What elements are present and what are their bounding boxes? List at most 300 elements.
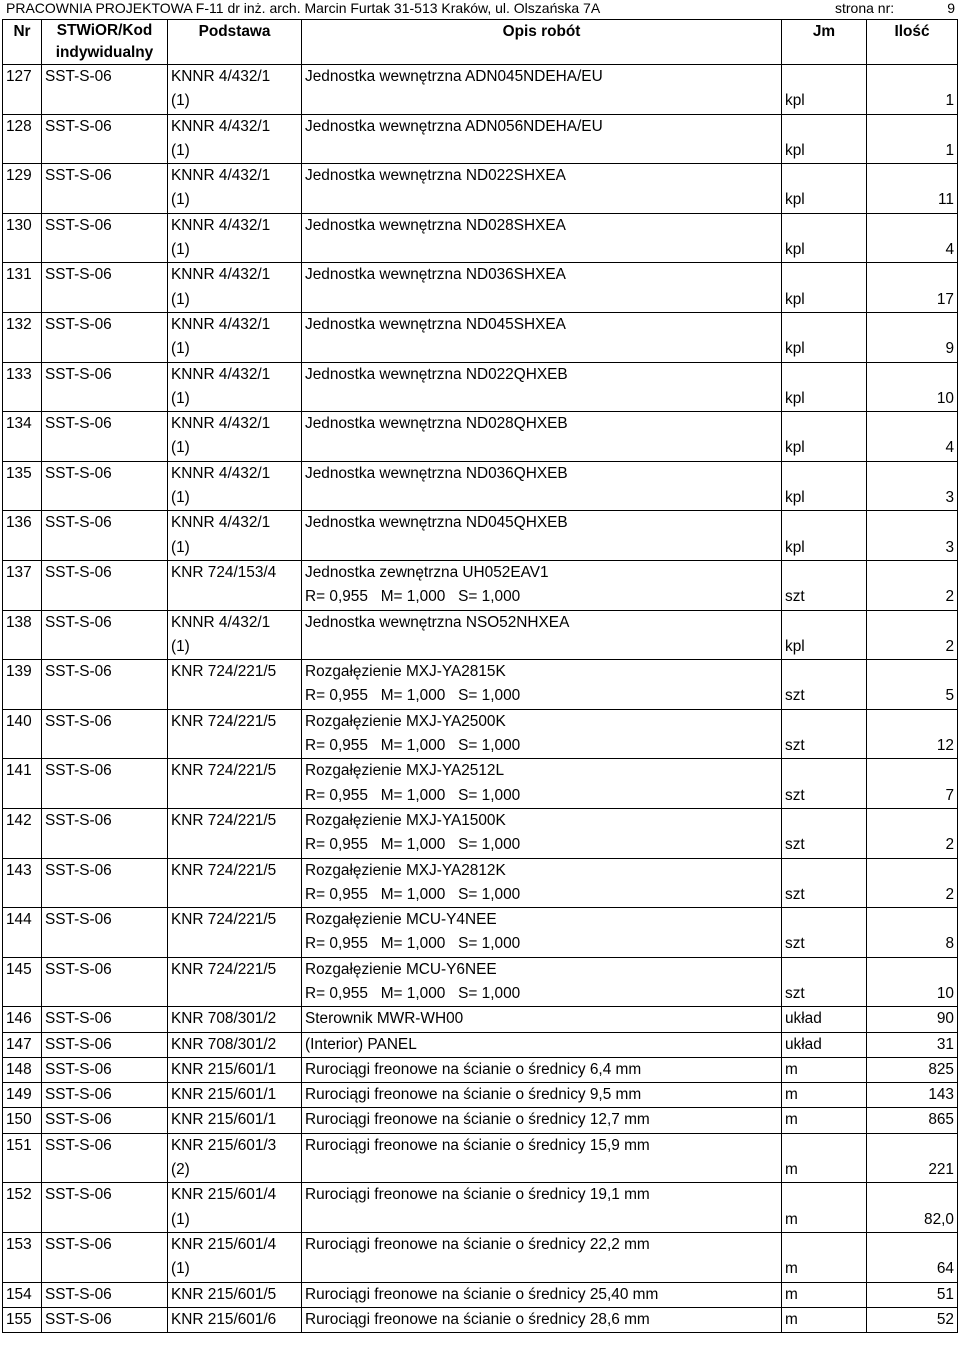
- row-description: Rozgałęzienie MCU-Y6NEE: [305, 960, 497, 978]
- cell-nr: [3, 1032, 42, 1057]
- row-code: SST-S-06: [45, 911, 112, 929]
- row-unit: m: [785, 1111, 798, 1129]
- row-quantity: 3: [945, 489, 954, 507]
- row-code: SST-S-06: [45, 663, 112, 681]
- row-unit: kpl: [785, 489, 805, 507]
- cell-quantity: [867, 808, 958, 858]
- row-quantity: 11: [938, 191, 954, 209]
- cell-description: [302, 560, 782, 610]
- cell-quantity: [867, 1083, 958, 1108]
- cell-description: [302, 957, 782, 1007]
- row-quantity: 3: [945, 538, 954, 556]
- row-unit: szt: [785, 687, 805, 705]
- row-number: 153: [6, 1235, 32, 1253]
- cell-quantity: [867, 908, 958, 958]
- row-coefficients: R= 0,955 M= 1,000 S= 1,000: [305, 588, 521, 606]
- cell-description: [302, 1133, 782, 1183]
- cell-code: [42, 660, 168, 710]
- cell-basis: [168, 362, 302, 412]
- row-unit: kpl: [785, 241, 805, 259]
- cell-quantity: [867, 1007, 958, 1032]
- cell-quantity: [867, 263, 958, 313]
- cell-basis: [168, 1183, 302, 1233]
- row-basis: KNR 724/153/4: [171, 563, 277, 581]
- row-number: 133: [6, 365, 32, 383]
- cell-description: [302, 362, 782, 412]
- table-row: [3, 114, 958, 164]
- cell-unit: [782, 1083, 867, 1108]
- table-row: [3, 511, 958, 561]
- row-coefficients: R= 0,955 M= 1,000 S= 1,000: [305, 737, 521, 755]
- cell-unit: [782, 808, 867, 858]
- row-number: 146: [6, 1010, 32, 1028]
- row-description: Sterownik MWR-WH00: [305, 1010, 464, 1028]
- col-header-description: Opis robót: [302, 20, 782, 65]
- cell-unit: [782, 759, 867, 809]
- row-code: SST-S-06: [45, 1186, 112, 1204]
- cell-code: [42, 858, 168, 908]
- cell-basis: [168, 858, 302, 908]
- cost-estimate-table: [2, 19, 958, 1333]
- cell-quantity: [867, 511, 958, 561]
- row-basis-variant: (1): [171, 1210, 190, 1228]
- row-code: SST-S-06: [45, 315, 112, 333]
- cell-code: [42, 263, 168, 313]
- cell-quantity: [867, 1282, 958, 1307]
- cell-basis: [168, 957, 302, 1007]
- cell-unit: [782, 263, 867, 313]
- cell-quantity: [867, 362, 958, 412]
- row-number: 134: [6, 415, 32, 433]
- col-header-nr: Nr: [3, 20, 42, 65]
- row-code: SST-S-06: [45, 68, 112, 85]
- row-description: Rozgałęzienie MXJ-YA2500K: [305, 712, 506, 730]
- row-quantity: 2: [945, 836, 954, 854]
- row-number: 128: [6, 117, 32, 135]
- row-description: Rurociągi freonowe na ścianie o średnicy 6,4 mm: [305, 1060, 642, 1078]
- row-unit: m: [785, 1285, 798, 1303]
- cell-nr: [3, 1307, 42, 1332]
- table-row: [3, 1007, 958, 1032]
- row-quantity: 2: [945, 637, 954, 655]
- cell-description: [302, 1183, 782, 1233]
- row-unit: szt: [785, 786, 805, 804]
- cell-unit: [782, 660, 867, 710]
- row-basis: KNR 708/301/2: [171, 1035, 277, 1053]
- row-basis: KNNR 4/432/1: [171, 216, 271, 234]
- cell-nr: [3, 312, 42, 362]
- row-coefficients: R= 0,955 M= 1,000 S= 1,000: [305, 984, 521, 1002]
- row-number: 142: [6, 811, 32, 829]
- cell-quantity: [867, 858, 958, 908]
- row-code: SST-S-06: [45, 464, 112, 482]
- row-quantity: 17: [936, 290, 954, 308]
- cell-quantity: [867, 1307, 958, 1332]
- cell-quantity: [867, 1108, 958, 1133]
- cell-nr: [3, 1083, 42, 1108]
- cell-quantity: [867, 1183, 958, 1233]
- row-basis: KNNR 4/432/1: [171, 365, 271, 383]
- cell-nr: [3, 65, 42, 115]
- row-code: SST-S-06: [45, 1010, 112, 1028]
- cell-nr: [3, 164, 42, 214]
- cell-quantity: [867, 65, 958, 115]
- row-number: 137: [6, 563, 32, 581]
- table-row: [3, 808, 958, 858]
- row-code: SST-S-06: [45, 960, 112, 978]
- cell-basis: [168, 1232, 302, 1282]
- row-basis-variant: (1): [171, 141, 190, 159]
- cell-nr: [3, 908, 42, 958]
- cell-description: [302, 164, 782, 214]
- table-row: [3, 1232, 958, 1282]
- row-basis-variant: (1): [171, 489, 190, 507]
- row-basis: KNR 724/221/5: [171, 762, 277, 780]
- row-code: SST-S-06: [45, 762, 112, 780]
- row-basis-variant: (1): [171, 389, 190, 407]
- cell-unit: [782, 1133, 867, 1183]
- row-number: 144: [6, 911, 32, 929]
- cell-basis: [168, 1007, 302, 1032]
- row-description: (Interior) PANEL: [305, 1035, 417, 1053]
- row-quantity: 10: [936, 389, 954, 407]
- cell-code: [42, 1083, 168, 1108]
- cell-basis: [168, 213, 302, 263]
- row-basis-variant: (1): [171, 439, 190, 457]
- cell-nr: [3, 1108, 42, 1133]
- cell-unit: [782, 1057, 867, 1082]
- cell-description: [302, 1307, 782, 1332]
- cell-code: [42, 1057, 168, 1082]
- table-row: [3, 709, 958, 759]
- row-number: 154: [6, 1285, 32, 1303]
- row-unit: m: [785, 1060, 798, 1078]
- row-basis: KNR 215/601/4: [171, 1235, 277, 1253]
- row-unit: kpl: [785, 538, 805, 556]
- row-basis: KNNR 4/432/1: [171, 464, 271, 482]
- table-row: [3, 164, 958, 214]
- table-row: [3, 362, 958, 412]
- cell-nr: [3, 610, 42, 660]
- row-basis: KNNR 4/432/1: [171, 315, 271, 333]
- row-number: 130: [6, 216, 32, 234]
- cell-quantity: [867, 1057, 958, 1082]
- row-number: 129: [6, 167, 32, 185]
- row-description: Jednostka wewnętrzna ND045SHXEA: [305, 315, 566, 333]
- table-row: [3, 412, 958, 462]
- row-quantity: 52: [936, 1310, 954, 1328]
- row-description: Rurociągi freonowe na ścianie o średnicy 15,9 mm: [305, 1136, 650, 1154]
- cell-unit: [782, 1307, 867, 1332]
- cell-basis: [168, 1282, 302, 1307]
- row-code: SST-S-06: [45, 1310, 112, 1328]
- row-basis: KNR 708/301/2: [171, 1010, 277, 1028]
- cell-basis: [168, 1108, 302, 1133]
- row-quantity: 90: [936, 1010, 954, 1028]
- row-code: SST-S-06: [45, 514, 112, 532]
- table-row: [3, 1108, 958, 1133]
- row-code: SST-S-06: [45, 811, 112, 829]
- cell-nr: [3, 1183, 42, 1233]
- cell-code: [42, 1007, 168, 1032]
- cell-nr: [3, 709, 42, 759]
- cell-quantity: [867, 213, 958, 263]
- row-basis: KNNR 4/432/1: [171, 167, 271, 185]
- table-row: [3, 263, 958, 313]
- row-number: 151: [6, 1136, 32, 1154]
- row-description: Rozgałęzienie MXJ-YA2812K: [305, 861, 506, 879]
- cell-description: [302, 660, 782, 710]
- table-row: [3, 908, 958, 958]
- row-quantity: 64: [936, 1260, 954, 1278]
- row-code: SST-S-06: [45, 1136, 112, 1154]
- row-basis: KNNR 4/432/1: [171, 68, 271, 85]
- row-basis: KNR 215/601/1: [171, 1086, 277, 1104]
- cell-unit: [782, 610, 867, 660]
- row-unit: szt: [785, 984, 805, 1002]
- row-code: SST-S-06: [45, 117, 112, 135]
- row-basis: KNNR 4/432/1: [171, 266, 271, 284]
- row-coefficients: R= 0,955 M= 1,000 S= 1,000: [305, 885, 521, 903]
- row-quantity: 825: [928, 1060, 954, 1078]
- row-quantity: 2: [945, 588, 954, 606]
- cell-nr: [3, 1282, 42, 1307]
- row-description: Rurociągi freonowe na ścianie o średnicy 25,40 mm: [305, 1285, 659, 1303]
- table-row: [3, 1307, 958, 1332]
- cell-basis: [168, 263, 302, 313]
- cell-nr: [3, 461, 42, 511]
- cell-basis: [168, 412, 302, 462]
- header-title: PRACOWNIA PROJEKTOWA F-11 dr inż. arch. Marcin Furtak 31-513 Kraków, ul. Olszańska 7A: [6, 0, 601, 16]
- row-description: Jednostka wewnętrzna ND028SHXEA: [305, 216, 566, 234]
- row-unit: układ: [785, 1010, 822, 1028]
- row-number: 152: [6, 1186, 32, 1204]
- row-unit: m: [785, 1161, 798, 1179]
- cell-basis: [168, 908, 302, 958]
- row-coefficients: R= 0,955 M= 1,000 S= 1,000: [305, 836, 521, 854]
- cell-unit: [782, 312, 867, 362]
- row-basis-variant: (1): [171, 538, 190, 556]
- cell-quantity: [867, 114, 958, 164]
- cell-basis: [168, 560, 302, 610]
- cell-code: [42, 1032, 168, 1057]
- cell-code: [42, 1282, 168, 1307]
- cell-quantity: [867, 560, 958, 610]
- col-header-code: STWiOR/Kod indywidualny: [42, 20, 168, 65]
- cell-code: [42, 709, 168, 759]
- row-description: Rozgałęzienie MXJ-YA2815K: [305, 663, 506, 681]
- row-number: 131: [6, 266, 32, 284]
- cell-description: [302, 213, 782, 263]
- cell-basis: [168, 312, 302, 362]
- cell-unit: [782, 1282, 867, 1307]
- table-row: [3, 213, 958, 263]
- cell-nr: [3, 213, 42, 263]
- cell-basis: [168, 461, 302, 511]
- cell-basis: [168, 1032, 302, 1057]
- table-row: [3, 1032, 958, 1057]
- cell-nr: [3, 114, 42, 164]
- row-basis: KNR 215/601/3: [171, 1136, 277, 1154]
- cell-quantity: [867, 957, 958, 1007]
- row-number: 148: [6, 1060, 32, 1078]
- cell-quantity: [867, 461, 958, 511]
- row-description: Rozgałęzienie MXJ-YA1500K: [305, 811, 506, 829]
- row-unit: kpl: [785, 290, 805, 308]
- row-basis-variant: (1): [171, 637, 190, 655]
- cell-quantity: [867, 660, 958, 710]
- cell-description: [302, 412, 782, 462]
- row-basis-variant: (1): [171, 340, 190, 358]
- row-code: SST-S-06: [45, 1035, 112, 1053]
- cell-code: [42, 560, 168, 610]
- table-row: [3, 560, 958, 610]
- cell-quantity: [867, 1032, 958, 1057]
- cell-code: [42, 1307, 168, 1332]
- row-basis: KNR 724/221/5: [171, 861, 277, 879]
- cell-nr: [3, 263, 42, 313]
- cell-nr: [3, 759, 42, 809]
- row-unit: kpl: [785, 389, 805, 407]
- row-code: SST-S-06: [45, 1060, 112, 1078]
- cell-basis: [168, 1083, 302, 1108]
- table-row: [3, 65, 958, 115]
- row-code: SST-S-06: [45, 1235, 112, 1253]
- cell-quantity: [867, 164, 958, 214]
- cell-nr: [3, 957, 42, 1007]
- cell-unit: [782, 908, 867, 958]
- cell-unit: [782, 65, 867, 115]
- row-description: Jednostka wewnętrzna ADN056NDEHA/EU: [305, 117, 603, 135]
- row-code: SST-S-06: [45, 563, 112, 581]
- row-description: Jednostka wewnętrzna ADN045NDEHA/EU: [305, 68, 603, 85]
- cell-description: [302, 263, 782, 313]
- row-description: Rurociągi freonowe na ścianie o średnicy 9,5 mm: [305, 1086, 642, 1104]
- row-code: SST-S-06: [45, 1285, 112, 1303]
- cell-description: [302, 1057, 782, 1082]
- cell-basis: [168, 114, 302, 164]
- row-description: Jednostka wewnętrzna ND045QHXEB: [305, 514, 568, 532]
- table-row: [3, 461, 958, 511]
- cell-description: [302, 312, 782, 362]
- page-header: [0, 0, 960, 18]
- cell-quantity: [867, 610, 958, 660]
- cell-code: [42, 808, 168, 858]
- cell-unit: [782, 511, 867, 561]
- cell-quantity: [867, 312, 958, 362]
- row-quantity: 31: [936, 1035, 954, 1053]
- cell-nr: [3, 858, 42, 908]
- cell-quantity: [867, 1232, 958, 1282]
- cell-basis: [168, 1307, 302, 1332]
- cell-description: [302, 461, 782, 511]
- cell-description: [302, 808, 782, 858]
- col-header-basis: Podstawa: [168, 20, 302, 65]
- row-unit: m: [785, 1210, 798, 1228]
- cell-unit: [782, 362, 867, 412]
- cell-basis: [168, 808, 302, 858]
- row-description: Rurociągi freonowe na ścianie o średnicy 28,6 mm: [305, 1310, 650, 1328]
- row-number: 139: [6, 663, 32, 681]
- cell-unit: [782, 1232, 867, 1282]
- cell-unit: [782, 1007, 867, 1032]
- row-code: SST-S-06: [45, 415, 112, 433]
- cell-basis: [168, 1057, 302, 1082]
- row-quantity: 8: [945, 935, 954, 953]
- row-code: SST-S-06: [45, 216, 112, 234]
- row-quantity: 1: [945, 92, 954, 110]
- cell-description: [302, 908, 782, 958]
- row-quantity: 865: [928, 1111, 954, 1129]
- row-description: Rozgałęzienie MCU-Y4NEE: [305, 911, 497, 929]
- cell-code: [42, 610, 168, 660]
- row-basis-variant: (1): [171, 92, 190, 110]
- row-description: Rurociągi freonowe na ścianie o średnicy 22,2 mm: [305, 1235, 650, 1253]
- row-unit: szt: [785, 588, 805, 606]
- row-code: SST-S-06: [45, 1086, 112, 1104]
- cell-unit: [782, 1108, 867, 1133]
- row-code: SST-S-06: [45, 266, 112, 284]
- cell-code: [42, 1183, 168, 1233]
- row-basis: KNR 724/221/5: [171, 712, 277, 730]
- cell-nr: [3, 412, 42, 462]
- cell-code: [42, 1108, 168, 1133]
- table-row: [3, 858, 958, 908]
- cell-quantity: [867, 709, 958, 759]
- cell-code: [42, 412, 168, 462]
- row-unit: szt: [785, 885, 805, 903]
- cell-basis: [168, 1133, 302, 1183]
- row-description: Jednostka wewnętrzna ND036QHXEB: [305, 464, 568, 482]
- cell-description: [302, 610, 782, 660]
- row-code: SST-S-06: [45, 613, 112, 631]
- cell-basis: [168, 709, 302, 759]
- row-description: Rurociągi freonowe na ścianie o średnicy 12,7 mm: [305, 1111, 650, 1129]
- cell-description: [302, 858, 782, 908]
- row-basis: KNR 215/601/5: [171, 1285, 277, 1303]
- table-row: [3, 1183, 958, 1233]
- row-unit: m: [785, 1260, 798, 1278]
- row-basis-variant: (1): [171, 1260, 190, 1278]
- cell-code: [42, 908, 168, 958]
- cell-description: [302, 1032, 782, 1057]
- row-unit: kpl: [785, 340, 805, 358]
- row-number: 150: [6, 1111, 32, 1129]
- row-unit: kpl: [785, 191, 805, 209]
- row-quantity: 9: [945, 340, 954, 358]
- table-body: [3, 65, 958, 1333]
- cell-code: [42, 957, 168, 1007]
- table-row: [3, 1133, 958, 1183]
- row-description: Rurociągi freonowe na ścianie o średnicy 19,1 mm: [305, 1186, 650, 1204]
- cell-basis: [168, 759, 302, 809]
- cell-nr: [3, 1057, 42, 1082]
- cell-code: [42, 362, 168, 412]
- row-coefficients: R= 0,955 M= 1,000 S= 1,000: [305, 935, 521, 953]
- row-basis-variant: (1): [171, 290, 190, 308]
- row-number: 147: [6, 1035, 32, 1053]
- row-description: Jednostka wewnętrzna ND022SHXEA: [305, 167, 566, 185]
- cell-description: [302, 511, 782, 561]
- table-row: [3, 312, 958, 362]
- row-unit: szt: [785, 935, 805, 953]
- row-basis: KNNR 4/432/1: [171, 613, 271, 631]
- page-label: strona nr:: [835, 0, 895, 16]
- row-quantity: 5: [945, 687, 954, 705]
- cell-unit: [782, 461, 867, 511]
- cell-description: [302, 1108, 782, 1133]
- cell-unit: [782, 957, 867, 1007]
